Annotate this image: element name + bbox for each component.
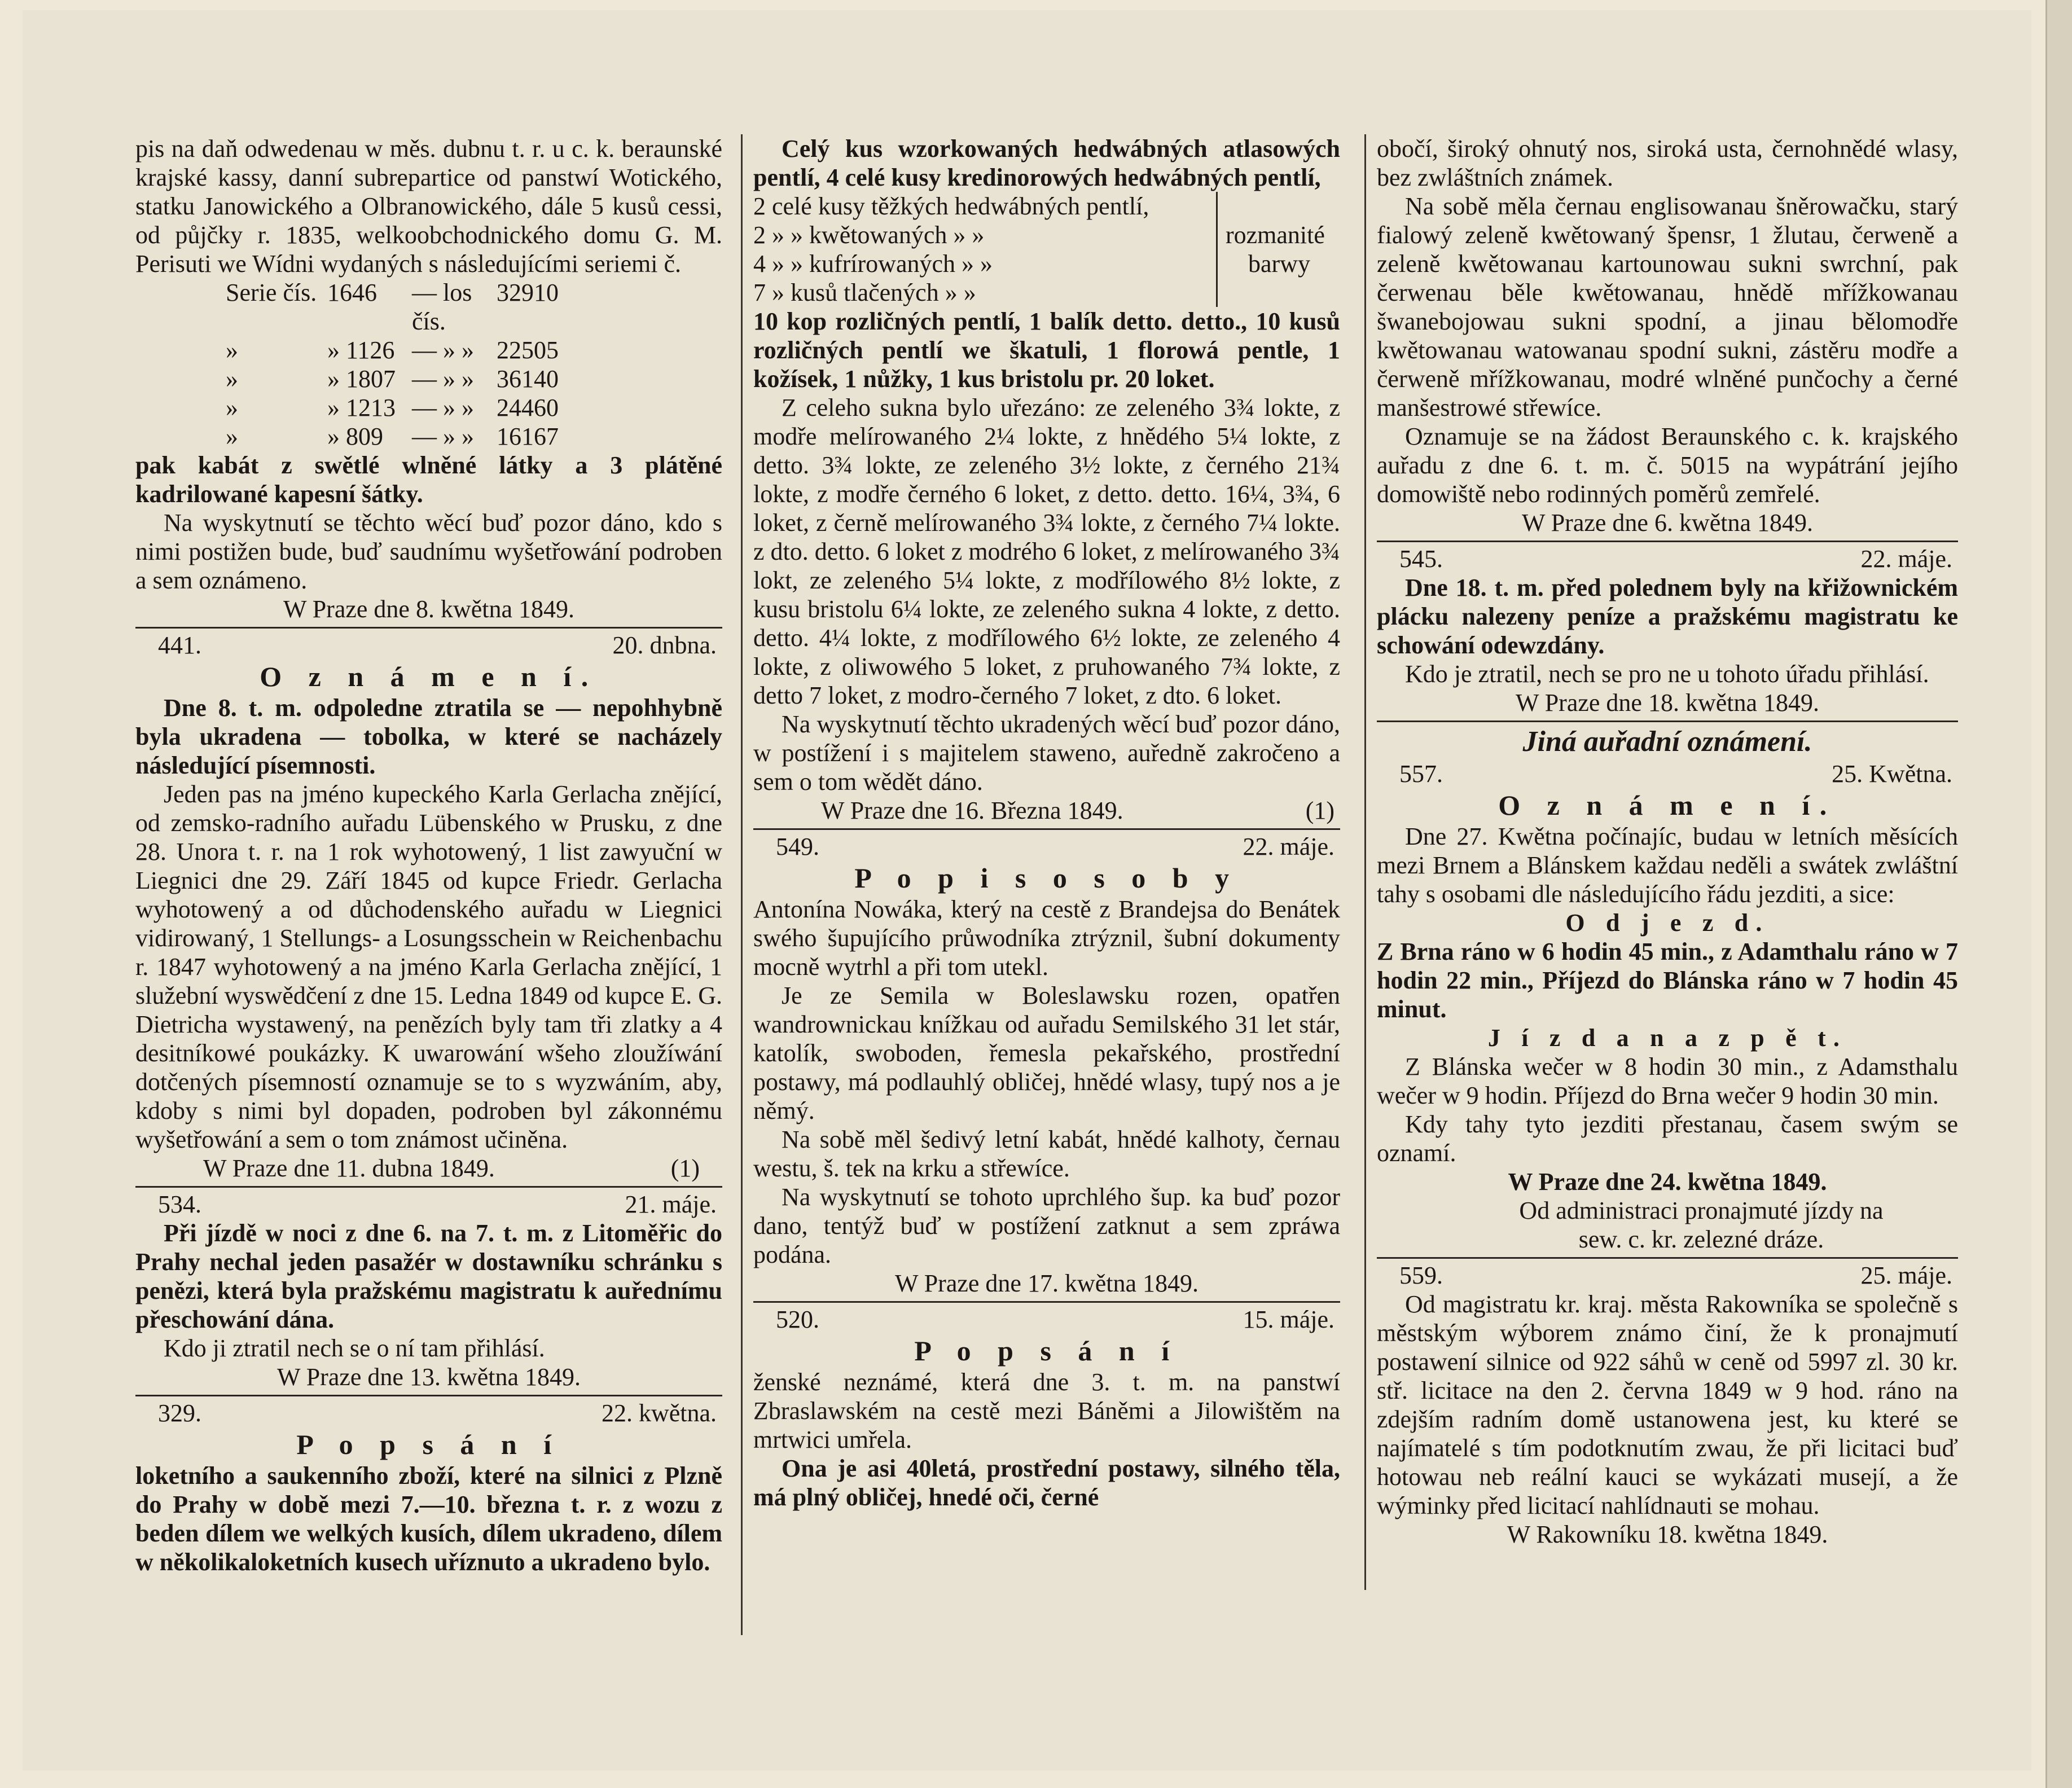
paragraph: Z celeho sukna bylo uřezáno: ze zeleného 3¾ lokte, z modře melírowaného 2¼ lokte, z hnědého 5¼ lokte, z detto. 3¾ lokte, ze zeleného 3½ lokte, z černého 21¾ lokte, z modře černého 6 loket, z detto. detto. 16¼, 3¾, 6 loket, z černě melírowaného 3¾ lokte, z černého 7¼ lokte. z dto. detto. 6 loket z modrého 6 loket, z melírowaného 3¾ lokt, ze zeleného 5¼ lokte, z modřílowého 8½ lokte, z kusu bristolu 6¼ lokte, ze zeleného sukna 4 lokte, z detto. detto. 4¼ lokte, z modřílowého 6½ lokte, ze zeleného 4 lokte, z oliwowého 5 loket, z pruhowaného 7¾ lokte, z detto 7 loket, z modro-černého 7 loket, z dto. 6 loket. <box>753 394 1340 709</box>
notice-title: P o p i s o s o b y <box>854 862 1239 894</box>
page-edge <box>2045 0 2072 1788</box>
series-row: » » 1807 — » » 36140 <box>226 365 559 393</box>
dateline: W Praze dne 17. kwětna 1849. <box>894 1269 1199 1297</box>
notice-date: 21. máje. <box>625 1190 717 1218</box>
ribbon-list <box>753 192 1340 307</box>
section-divider <box>135 1395 722 1396</box>
paragraph: Dne 18. t. m. před polednem byly na křižownickém plácku nalezeny peníze a pražskému magistratu ke schowání odewzdány. <box>1377 574 1958 659</box>
notice-header <box>753 1305 1340 1334</box>
paragraph: Dne 8. t. m. odpoledne ztratila se — nepohhybně byla ukradena — tobolka, w které se nacházely následující písemnosti. <box>135 694 722 779</box>
ribbon-item: 7 » kusů tlačených » » <box>753 279 976 306</box>
paragraph: ženské neznámé, která dne 3. t. m. na panstwí Zbraslawském na cestě mezi Báněmi a Jilowištěm na mrtwici umřela. <box>753 1368 1340 1453</box>
paragraph: Na sobě měla černau englisowanau šněrowačku, starý fialowý zeleně kwětowaný špensr, 1 žlutau, čerweně a zeleně kwětowanau kartounowau sukni swrchní, pak čerwenau běle kwětowanau, hnědě mřížkowanau šwanebojowau sukni spodní, a jinau bělomodře kwětowanau watowanau spodní sukni, zástěru modře a čerweně mřížkowanau, modré wlněné punčochy a černé manšestrowé střewíce. <box>1377 192 1958 421</box>
notice-number: 545. <box>1399 545 1443 573</box>
notice-number: 559. <box>1399 1262 1443 1289</box>
paragraph: Z Brna ráno w 6 hodin 45 min., z Adamthalu ráno w 7 hodin 22 min., Příjezd do Blánska ráno w 7 hodin 45 minut. <box>1377 938 1958 1023</box>
dateline: W Praze dne 6. kwětna 1849. <box>1521 509 1814 537</box>
notice-date: 25. Kwětna. <box>1832 760 1952 788</box>
notice-number: 557. <box>1399 760 1443 788</box>
series-row: » » 809 — » » 16167 <box>226 423 559 450</box>
column-1 <box>135 134 722 1576</box>
notice-title: P o p s á n í <box>296 1429 561 1460</box>
notice-date: 22. kwětna. <box>601 1399 717 1427</box>
section-divider <box>135 1186 722 1188</box>
paragraph: Na wyskytnutí se tohoto uprchlého šup. ka buď pozor dano, tentýž buď w postížení zatknut a sem zpráwa podána. <box>753 1183 1340 1268</box>
series-row: » » 1126 — » » 22505 <box>226 336 559 364</box>
paragraph: Kdo je ztratil, nech se pro ne u tohoto úřadu přihlásí. <box>1405 660 1929 688</box>
dateline: W Praze dne 8. kwětna 1849. <box>283 595 575 623</box>
ribbon-item: 2 celé kusy těžkých hedwábných pentlí, <box>753 192 1149 220</box>
notice-title: O z n á m e n í. <box>260 661 598 692</box>
notice-number: 534. <box>158 1190 201 1218</box>
notice-date: 20. dnbna. <box>612 631 717 659</box>
section-divider <box>135 627 722 629</box>
paragraph: obočí, široký ohnutý nos, siroká usta, černohnědé wlasy, bez zwláštních známek. <box>1377 135 1958 191</box>
section-heading: Jiná auřadní oznámení. <box>1522 726 1812 758</box>
section-divider <box>753 1301 1340 1303</box>
paragraph: Antonína Nowáka, který na cestě z Brandejsa do Benátek swého šupujícího průwodníka ztrýznil, šubní dokumenty mocně wytrhl a při tom utekl. <box>753 895 1340 981</box>
notice-date: 22. máje. <box>1243 833 1334 860</box>
notice-number: 520. <box>776 1306 819 1333</box>
paragraph: loketního a saukenního zboží, které na silnici z Plzně do Prahy w době mezi 7.—10. března t. r. z wozu z beden dílem we welkých kusích, dílem ukradeno, dílem w několikaloketních kusech uříznuto a ukradeno bylo. <box>135 1462 722 1576</box>
paragraph: Od magistratu kr. kraj. města Rakowníka se společně s městským wýborem známo činí, že k pronajmutí postawení silnice od 922 sáhů w ceně od 5997 zl. 30 kr. stř. licitace na den 2. června 1849 w 9 hod. ráno na zdejším radním domě ustanowena jest, ku které se najímatelé s tím podotknutím zwau, že při licitaci buď hotowau neb reální kauci se wykázati musejí, a že wýminky před licitací nahlídnauti se mohau. <box>1377 1290 1958 1519</box>
column-rule <box>741 134 743 1635</box>
dateline: W Praze dne 11. dubna 1849. (1) <box>203 1154 700 1182</box>
column-3 <box>1377 134 1958 1549</box>
paragraph: Jeden pas na jméno kupeckého Karla Gerlacha znějící, od zemsko-radního auřadu Lübenského w Prusku, z dne 28. Unora t. r. na 1 rok wyhotowený, 1 list zawyuční w Liegnici dne 29. Září 1845 od kupce Friedr. Gerlacha wyhotowený a od důchodenského auřadu w Liegnici vidirowaný, 1 Stellungs- a Losungsschein w Reichenbachu r. 1847 wyhotowený a na jméno Karla Gerlacha znějící, 1 služební wyswědčení z dne 15. Ledna 1849 od kupce E. G. Dietricha wystawený, na penězích byly tam tři zlatky a 4 desitníkowé poukázky. K uwarowání wšeho zloužíwání dotčených písemností oznamuje se to s wyzwáním, aby, kdoby s nimi byl dopaden, podroben byl zákonnému wyšetřowání a sem o tom známost učiněna. <box>135 780 722 1153</box>
dateline: W Praze dne 18. kwětna 1849. <box>1515 689 1820 717</box>
section-divider <box>753 828 1340 830</box>
paragraph: pak kabát z swětlé wlněné látky a 3 plátěné kadrilowané kapesní šátky. <box>135 451 722 508</box>
dateline: W Praze dne 16. Března 1849. (1) <box>821 797 1334 824</box>
paragraph: Z Blánska wečer w 8 hodin 30 min., z Adamsthalu wečer w 9 hodin. Příjezd do Brna wečer 9 hodin 30 min. <box>1377 1053 1958 1109</box>
notice-number: 329. <box>158 1399 201 1427</box>
paragraph: 10 kop rozličných pentlí, 1 balík detto. detto., 10 kusů rozličných pentlí we škatuli, 1 florowá pentle, 1 kožísek, 1 nůžky, 1 kus bristolu pr. 20 loket. <box>753 307 1340 393</box>
notice-title: O z n á m e n í. <box>1498 789 1837 821</box>
paragraph: Na wyskytnutí těchto ukradených wěcí buď pozor dáno, w postížení i s majitelem staweno, auředně zakročeno a sem o tom wědět dáno. <box>753 710 1340 796</box>
signature: Od administraci pronajmuté jízdy na <box>1519 1197 1884 1224</box>
paragraph: Oznamuje se na žádost Beraunského c. k. krajského auřadu z dne 6. t. m. č. 5015 na wypátrání jejího domowiště nebo rodinných poměrů zemřelé. <box>1377 423 1958 508</box>
column-2 <box>753 134 1340 1512</box>
notice-header <box>135 1399 722 1427</box>
notice-header <box>135 631 722 660</box>
ribbon-item: 4 » » kufrírowaných » » <box>753 250 993 278</box>
series-row: Serie čís. 1646 — los čís. 32910 <box>226 279 559 335</box>
subheading: O d j e z d. <box>1565 909 1770 937</box>
notice-date: 15. máje. <box>1243 1306 1334 1333</box>
section-divider <box>1377 1257 1958 1259</box>
notice-header <box>1377 544 1958 573</box>
notice-header <box>1377 759 1958 788</box>
paragraph: Ona je asi 40letá, prostřední postawy, silného těla, má plný obličej, hnedé oči, černé <box>753 1455 1340 1511</box>
notice-title: P o p s á n í <box>914 1335 1179 1367</box>
paragraph: Je ze Semila w Boleslawsku rozen, opatřen wandrownickau knížkau od auřadu Semilského 31 let stár, katolík, swoboden, řemesla pekařského, prostřední postawy, má podlauhlý obličej, hnědé wlasy, tupý nos a je němý. <box>753 982 1340 1124</box>
paragraph: Celý kus wzorkowaných hedwábných atlasowých pentlí, 4 celé kusy kredinorowých hedwábných pentlí, <box>753 135 1340 191</box>
notice-header <box>753 832 1340 861</box>
section-divider <box>1377 721 1958 722</box>
signature: sew. c. kr. zelezné dráze. <box>1578 1225 1824 1253</box>
notice-header <box>135 1190 722 1219</box>
paragraph: pis na daň odwedenau w měs. dubnu t. r. u c. k. beraunské krajské kassy, danní subrepartice od panstwí Wotického, statku Janowického a Olbranowického, dále 5 kusů cessi, od půjčky r. 1835, welkoobchodnického domu G. M. Perisuti we Wídni wydaných s následujícími seriemi č. <box>135 135 722 278</box>
series-list <box>135 278 722 451</box>
brace-note: rozmanité barwy <box>1216 192 1340 307</box>
paragraph: Kdo ji ztratil nech se o ní tam přihlásí. <box>164 1334 545 1362</box>
dateline: W Rakowníku 18. kwětna 1849. <box>1507 1521 1828 1548</box>
paragraph: Při jízdě w noci z dne 6. na 7. t. m. z Litoměřic do Prahy nechal jeden pasažér w dostawníku schránku s penězi, která byla pražskému magistratu k auřednímu přeschowání dána. <box>135 1219 722 1333</box>
section-divider <box>1377 541 1958 542</box>
ribbon-item: 2 » » kwětowaných » » <box>753 221 985 249</box>
column-rule <box>1364 134 1366 1590</box>
notice-header <box>1377 1261 1958 1290</box>
paragraph: Dne 27. Kwětna počínajíc, budau w letních měsících mezi Brnem a Blánskem každau neděli a swátek zwláštní tahy s osobami dle následujícího řádu jezditi, a sice: <box>1377 823 1958 908</box>
notice-date: 25. máje. <box>1860 1262 1952 1289</box>
series-row: » » 1213 — » » 24460 <box>226 394 559 421</box>
dateline: W Praze dne 13. kwětna 1849. <box>276 1363 581 1391</box>
paragraph: Na wyskytnutí se těchto wěcí buď pozor dáno, kdo s nimi postižen bude, buď saudnímu wyšetřowání podroben a sem oznámeno. <box>135 509 722 594</box>
notice-number: 441. <box>158 631 201 659</box>
paragraph: Na sobě měl šedivý letní kabát, hnědé kalhoty, černau westu, š. tek na krku a střewíce. <box>753 1126 1340 1182</box>
notice-number: 549. <box>776 833 819 860</box>
subheading: J í z d a n a z p ě t. <box>1487 1024 1847 1052</box>
paragraph: Kdy tahy tyto jezditi přestanau, časem swým se oznamí. <box>1377 1110 1958 1167</box>
dateline: W Praze dne 24. kwětna 1849. <box>1508 1168 1827 1196</box>
notice-date: 22. máje. <box>1860 545 1952 573</box>
